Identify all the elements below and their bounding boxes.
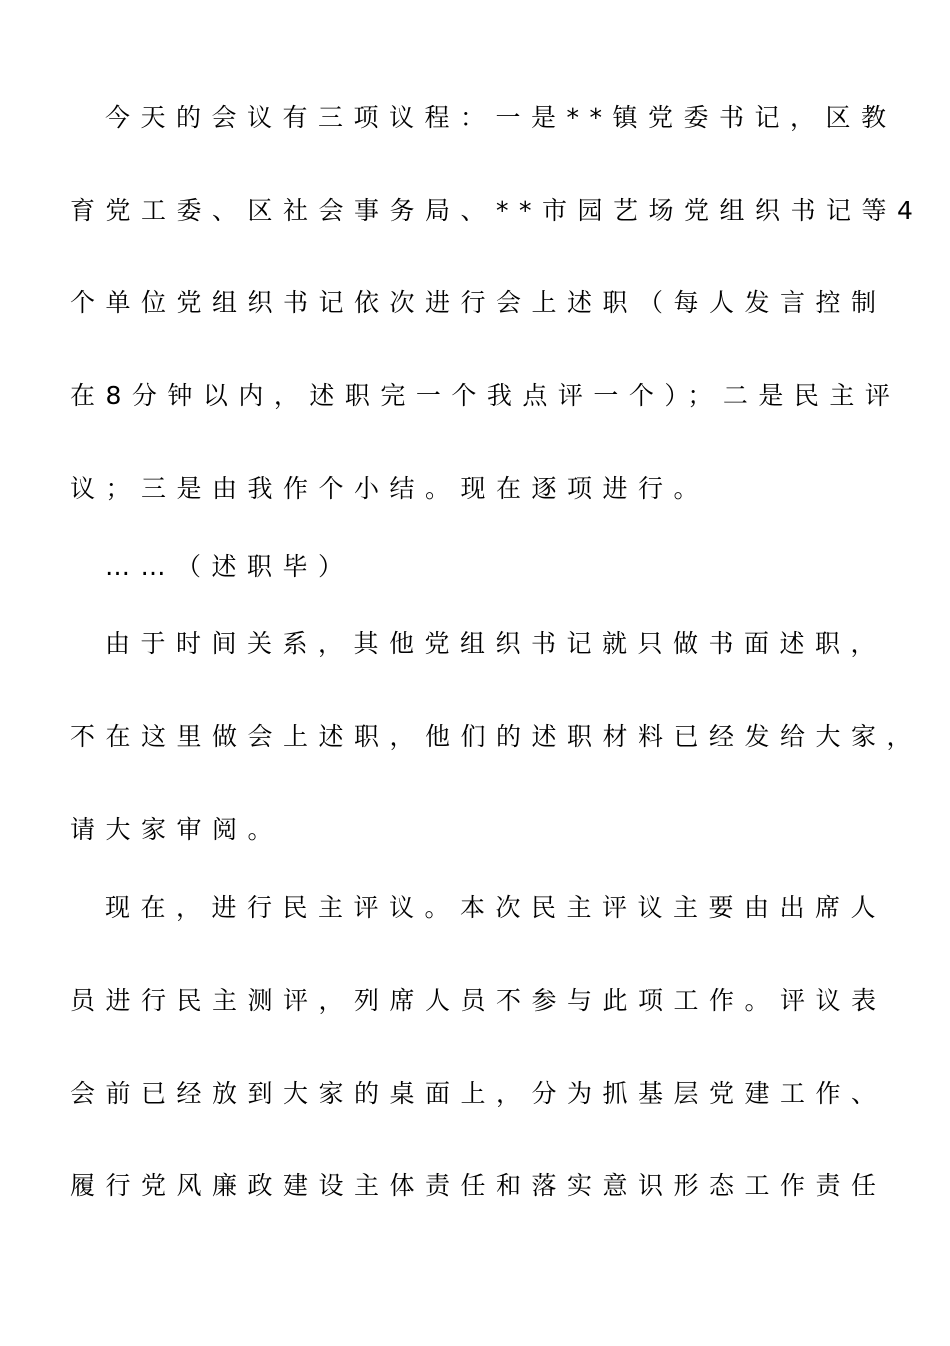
paragraph-line: 履行党风廉政建设主体责任和落实意识形态工作责任 — [70, 1171, 887, 1200]
paragraph-line: 议；三是由我作个小结。现在逐项进行。 — [70, 474, 710, 503]
paragraph-line: ……（述职毕） — [105, 552, 354, 581]
paragraph-line: 不在这里做会上述职，他们的述职材料已经发给大家， — [70, 722, 923, 751]
paragraph-line: 今天的会议有三项议程：一是**镇党委书记，区教 — [105, 103, 897, 132]
paragraph-line: 由于时间关系，其他党组织书记就只做书面述职， — [105, 629, 887, 658]
paragraph-line: 个单位党组织书记依次进行会上述职（每人发言控制 — [70, 288, 887, 317]
paragraph-line: 在8分钟以内，述职完一个我点评一个）；二是民主评 — [70, 381, 901, 410]
paragraph-line: 请大家审阅。 — [70, 815, 284, 844]
paragraph-line: 会前已经放到大家的桌面上，分为抓基层党建工作、 — [70, 1079, 887, 1108]
paragraph-line: 现在，进行民主评议。本次民主评议主要由出席人 — [105, 893, 887, 922]
paragraph-line: 育党工委、区社会事务局、**市园艺场党组织书记等4 — [70, 196, 924, 225]
paragraph-line: 员进行民主测评，列席人员不参与此项工作。评议表 — [70, 986, 887, 1015]
